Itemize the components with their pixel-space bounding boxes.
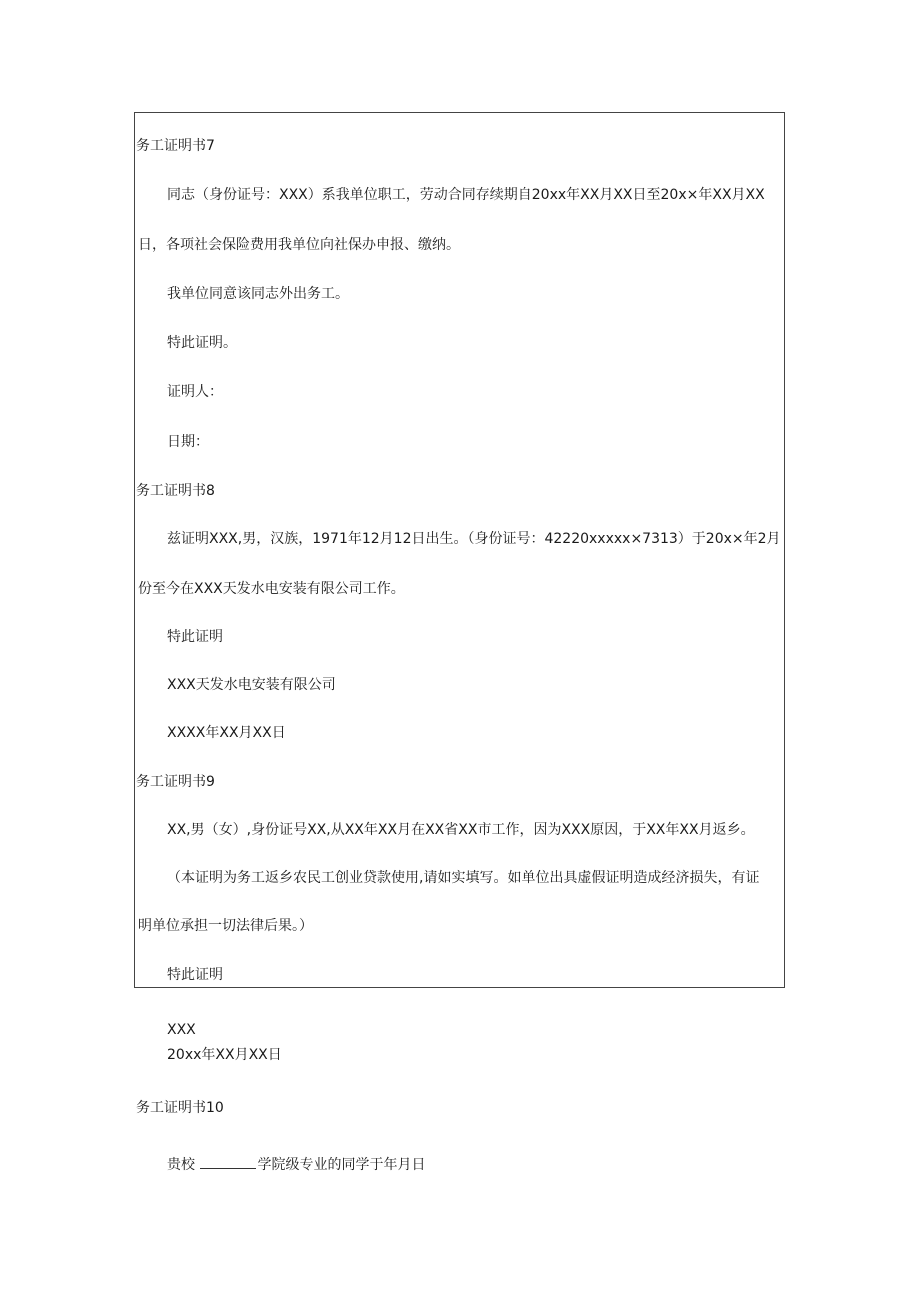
paragraph-line: 份至今在XXX天发水电安装有限公司工作。 <box>138 581 405 597</box>
paragraph-line: 明单位承担一切法律后果。） <box>138 918 313 934</box>
paragraph-line: 日，各项社会保险费用我单位向社保办申报、缴纳。 <box>138 237 460 253</box>
paragraph-line: 兹证明XXX,男，汉族，1971年12月12日出生。（身份证号：42220xxxxx×7313）于20x×年2月 <box>167 531 781 547</box>
paragraph-suffix: 学院级专业的同学于年月日 <box>257 1157 426 1173</box>
section-title: 务工证明书8 <box>136 483 215 499</box>
paragraph: XX,男（女）,身份证号XX,从XX年XX月在XX省XX市工作，因为XXX原因，于XX年XX月返乡。 <box>167 822 755 838</box>
certifier-label: 证明人： <box>167 384 223 400</box>
date-label: 日期： <box>167 434 209 450</box>
paragraph-prefix: 贵校 <box>167 1157 195 1173</box>
section-title: 务工证明书7 <box>136 138 215 154</box>
section-title: 务工证明书10 <box>136 1100 224 1116</box>
company-name: XXX天发水电安装有限公司 <box>167 677 336 693</box>
paragraph: 特此证明 <box>167 629 223 645</box>
signature-date: 20xx年XX月XX日 <box>167 1047 282 1063</box>
date-text: XXXX年XX月XX日 <box>167 725 286 741</box>
paragraph: 特此证明 <box>167 967 223 983</box>
paragraph-line: （本证明为务工返乡农民工创业贷款使用,请如实填写。如单位出具虚假证明造成经济损失，有证 <box>167 870 760 886</box>
paragraph-line: 同志（身份证号：XXX）系我单位职工，劳动合同存续期自20xx年XX月XX日至20x×年XX月XX <box>167 187 765 203</box>
signature-name: XXX <box>167 1022 196 1038</box>
paragraph <box>167 1154 425 1174</box>
section-title: 务工证明书9 <box>136 774 215 790</box>
paragraph: 我单位同意该同志外出务工。 <box>167 286 349 302</box>
blank-fill-line <box>200 1154 256 1169</box>
paragraph: 特此证明。 <box>167 335 237 351</box>
